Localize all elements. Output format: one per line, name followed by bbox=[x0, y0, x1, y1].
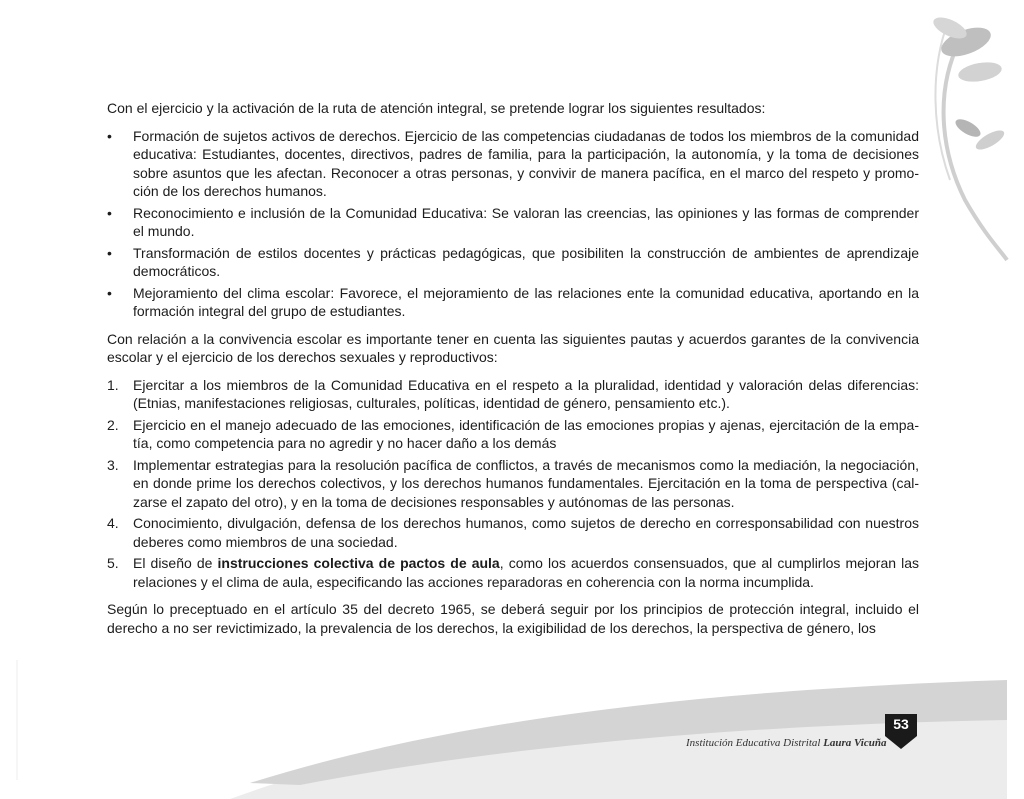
list-item bbox=[107, 514, 919, 551]
closing-paragraph: Según lo preceptuado en el artículo 35 del decreto 1965, se deberá seguir por los principios de protección integral, incluido el derecho a no ser revictimizado, la prevalencia de los derechos, la exigibilidad de los derechos, la perspectiva de género, los bbox=[107, 601, 919, 636]
guidelines-list bbox=[107, 376, 919, 592]
item5-post: , como los acuerdos consensuados, que al cumplirlos mejoran las relaciones y el clima de aula, especificando las acciones reparadoras en coherencia con la norma incumplida. bbox=[133, 555, 919, 590]
list-item bbox=[107, 456, 919, 512]
institution-label: Institución Educativa Distrital bbox=[686, 737, 824, 749]
item-number: 5. bbox=[107, 555, 119, 571]
document-body bbox=[107, 99, 919, 637]
page-number: 53 bbox=[893, 716, 909, 732]
item-number: 2. bbox=[107, 416, 119, 433]
item5-pre: El diseño de bbox=[133, 555, 218, 571]
list-item-text: Conocimiento, divulgación, defensa de los derechos humanos, como sujetos de derecho en corresponsabilidad con nuestros deberes como miembros de una sociedad. bbox=[133, 515, 919, 550]
list-item-text: Ejercicio en el manejo adecuado de las emociones, identificación de las emociones propias y ajenas, ejercitación de la empa-tía, como competencia para no agredir y no hacer daño a los demás bbox=[133, 416, 919, 451]
item-number: 1. bbox=[107, 376, 119, 393]
list-item bbox=[107, 244, 919, 281]
bullet-marker: • bbox=[107, 127, 112, 144]
item5-bold: instrucciones colectiva de pactos de aula bbox=[217, 555, 500, 571]
list-item bbox=[107, 284, 919, 321]
list-item-text: Mejoramiento del clima escolar: Favorece, el mejoramiento de las relaciones ente la comunidad educativa, aportando en la formación integral del grupo de estudiantes. bbox=[133, 284, 919, 319]
list-item bbox=[107, 416, 919, 453]
list-item bbox=[107, 204, 919, 241]
bullet-marker: • bbox=[107, 204, 112, 221]
results-list bbox=[107, 127, 919, 321]
bullet-marker: • bbox=[107, 284, 112, 301]
leaf-mid bbox=[957, 59, 1003, 84]
item-number: 3. bbox=[107, 456, 119, 473]
list-item-text: Transformación de estilos docentes y prácticas pedagógicas, que posibiliten la construcción de ambientes de aprendizaje democráticos. bbox=[133, 244, 919, 279]
list-item bbox=[107, 376, 919, 413]
convivencia-paragraph: Con relación a la convivencia escolar es importante tener en cuenta las siguientes pautas y acuerdos garantes de la convivencia escolar y el ejercicio de los derechos sexuales y reproductivos: bbox=[107, 330, 919, 365]
item-number: 4. bbox=[107, 515, 119, 531]
leaf-lower bbox=[953, 116, 983, 140]
bullet-marker: • bbox=[107, 244, 112, 261]
institution-name: Laura Vicuña bbox=[823, 737, 887, 749]
list-item bbox=[107, 554, 919, 591]
list-item-text: Formación de sujetos activos de derechos. Ejercicio de las competencias ciudadanas de todos los miembros de la comunidad educativa: Estudiantes, docentes, directivos, padres de familia, para la participación, la autonomía, y la toma de decisiones sobre asuntos que les afectan. Reconocer a otras personas, y convivir de manera pacífica, en el marco del respeto y promo-ción de los derechos humanos. bbox=[133, 127, 919, 199]
list-item-text: Implementar estrategias para la resolución pacífica de conflictos, a través de mecanismos como la mediación, la negociación, en donde prime los derechos colectivos, y los derechos humanos fundamentales. Ejercitación en la toma de perspectiva (cal-zarse el zapato del otro), y en la toma de decisiones responsables y autónomas de las personas. bbox=[133, 456, 919, 510]
list-item-text: Reconocimiento e inclusión de la Comunidad Educativa: Se valoran las creencias, las opiniones y las formas de comprender el mundo. bbox=[133, 204, 919, 239]
intro-paragraph: Con el ejercicio y la activación de la ruta de atención integral, se pretende lograr los siguientes resultados: bbox=[107, 100, 766, 116]
list-item bbox=[107, 127, 919, 201]
footer-institution bbox=[686, 737, 886, 749]
list-item-text: Ejercitar a los miembros de la Comunidad Educativa en el respeto a la pluralidad, identidad y valoración delas diferencias: (Etnias, manifestaciones religiosas, culturales, políticas, identidad de género, pensamiento etc.). bbox=[133, 376, 919, 411]
